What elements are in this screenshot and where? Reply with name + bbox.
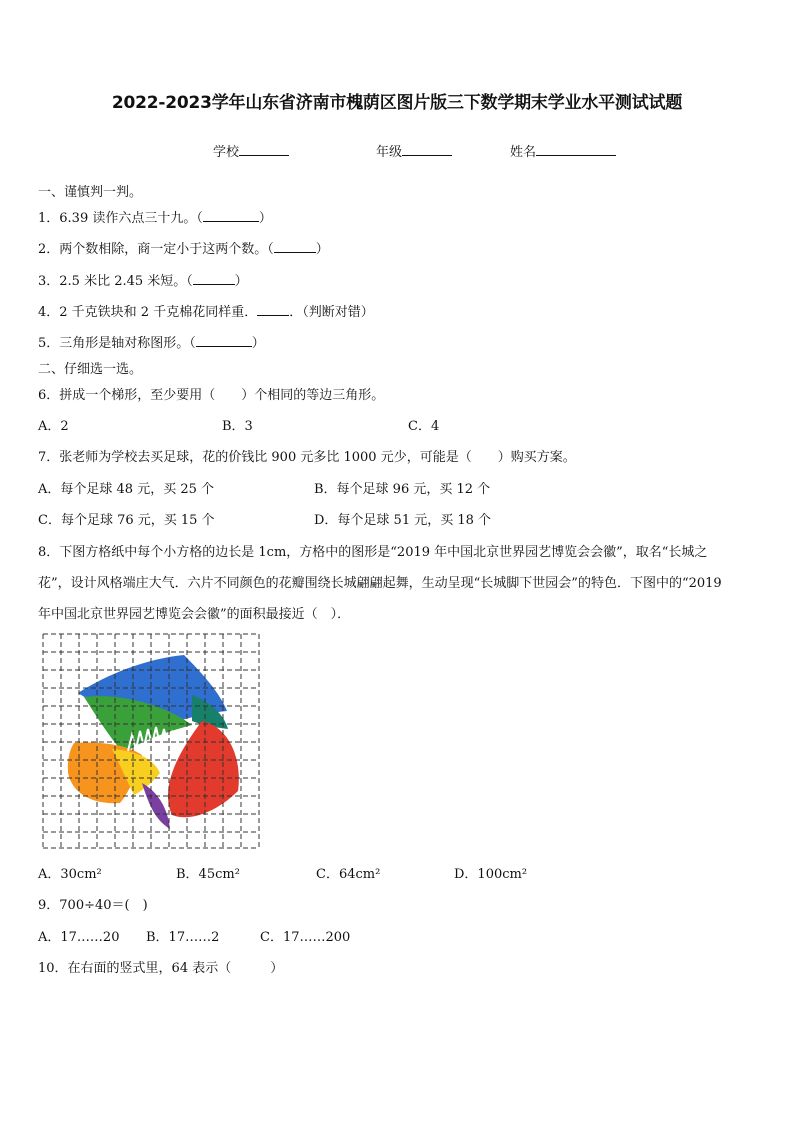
section2-heading: 二、仔细选一选。 (38, 362, 143, 377)
q7-option-d[interactable]: D．每个足球 51 元，买 18 个 (314, 513, 492, 528)
question-4 (38, 301, 374, 320)
question-6: 6．拼成一个梯形，至少要用（ ）个相同的等边三角形。 (38, 388, 385, 403)
name-field (510, 141, 616, 160)
grade-field (376, 141, 452, 160)
q5-close: ） (251, 336, 265, 351)
q1-close: ） (258, 211, 272, 226)
q4-suffix: ．（判断对错） (289, 305, 374, 320)
petal-red (168, 721, 239, 817)
school-label: 学校 (213, 145, 240, 160)
grid-with-logo (42, 633, 260, 849)
q1-text: 1．6.39 读作六点三十九。（ (38, 211, 203, 226)
q9-option-c[interactable]: C．17……200 (260, 930, 351, 945)
q2-close: ） (315, 242, 329, 257)
grade-label: 年级 (376, 145, 403, 160)
name-blank[interactable] (536, 143, 616, 156)
question-9: 9．700÷40＝( ) (38, 898, 148, 913)
question-1 (38, 207, 272, 226)
q8-option-c[interactable]: C．64cm² (316, 867, 381, 882)
q5-blank[interactable] (196, 334, 252, 347)
q9-option-a[interactable]: A．17……20 (38, 930, 120, 945)
section1-heading: 一、谨慎判一判。 (38, 185, 143, 200)
question-8-line-2: 花”，设计风格端庄大气．六片不同颜色的花瓣围绕长城翩翩起舞，生动呈现“长城脚下世园会”的特色．下图中的“2019 (38, 576, 722, 591)
q8-option-b[interactable]: B．45cm² (176, 867, 240, 882)
q7-option-c[interactable]: C．每个足球 76 元，买 15 个 (38, 513, 215, 528)
petal-purple (142, 783, 170, 829)
question-5 (38, 332, 265, 351)
q8-option-d[interactable]: D．100cm² (454, 867, 528, 882)
q7-option-a[interactable]: A．每个足球 48 元，买 25 个 (38, 482, 215, 497)
page-title: 2022-2023学年山东省济南市槐荫区图片版三下数学期末学业水平测试试题 (111, 93, 683, 113)
question-2 (38, 238, 329, 257)
question-7: 7．张老师为学校去买足球，花的价钱比 900 元多比 1000 元少，可能是（ ）购买方案。 (38, 450, 576, 465)
q3-text: 3．2.5 米比 2.45 米短。（ (38, 274, 193, 289)
q6-option-a[interactable]: A．2 (38, 419, 69, 434)
q1-blank[interactable] (203, 209, 259, 222)
expo-logo-grid-figure (42, 633, 260, 849)
name-label: 姓名 (510, 145, 537, 160)
q4-blank[interactable] (257, 303, 289, 316)
q6-option-b[interactable]: B．3 (222, 419, 253, 434)
school-blank[interactable] (239, 143, 289, 156)
q5-text: 5．三角形是轴对称图形。（ (38, 336, 196, 351)
school-field (213, 141, 289, 160)
question-8-line-3: 年中国北京世界园艺博览会会徽”的面积最接近（ ）． (38, 607, 351, 622)
q7-option-b[interactable]: B．每个足球 96 元，买 12 个 (314, 482, 491, 497)
question-3 (38, 270, 248, 289)
q9-option-b[interactable]: B．17……2 (146, 930, 220, 945)
q3-close: ） (234, 274, 248, 289)
q6-option-c[interactable]: C．4 (408, 419, 440, 434)
question-10: 10．在右面的竖式里，64 表示（ ） (38, 961, 284, 976)
q3-blank[interactable] (193, 272, 235, 285)
q8-option-a[interactable]: A．30cm² (38, 867, 102, 882)
grade-blank[interactable] (402, 143, 452, 156)
q2-blank[interactable] (274, 240, 316, 253)
q4-text: 4．2 千克铁块和 2 千克棉花同样重． (38, 305, 258, 320)
question-8-line-1: 8．下图方格纸中每个小方格的边长是 1cm，方格中的图形是“2019 年中国北京世界园艺博览会会徽”，取名“长城之 (38, 545, 708, 560)
q2-text: 2．两个数相除，商一定小于这两个数。（ (38, 242, 274, 257)
